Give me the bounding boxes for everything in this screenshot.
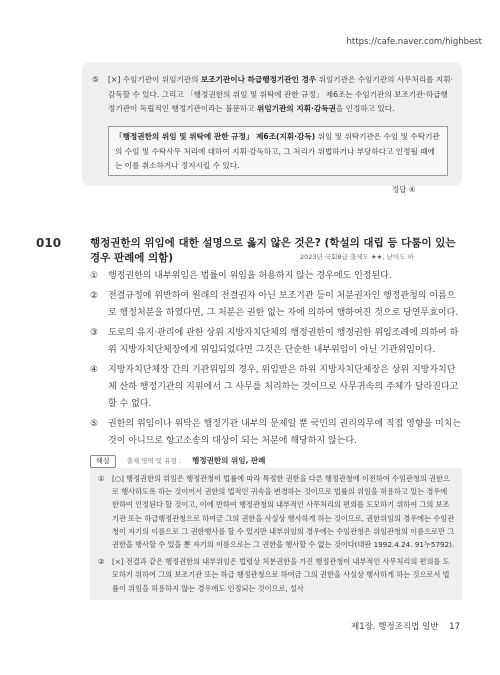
explanation-text: 위임기관은 수임기관의 사무처리를 지휘·감독할 수 있다. 그리고 「행정권한의 위임 및 위탁에 관한 규정」 제6조는 수임기관의 보조기관·하급행정기관이 독립적인 행정기관이라는 불문하고 <box>108 75 453 113</box>
solution-item <box>98 555 456 595</box>
option-text: 지방자치단체장 간의 기관위임의 경우, 위임받은 하위 지방자치단체장은 상위 지방자치단체 산하 행정기관의 지위에서 그 사무를 처리하는 것이므로 사무귀속의 주체가 달라진다고 할 수 없다. <box>108 365 459 409</box>
option-list <box>90 268 462 453</box>
option-number: ③ <box>90 328 99 338</box>
law-title: 「행정권한의 위임 및 위탁에 관한 규정」 제6조(지휘·감독) <box>115 132 316 141</box>
page-number: 17 <box>449 622 460 632</box>
previous-explanation-box <box>82 62 462 186</box>
option-item[interactable] <box>90 362 462 413</box>
explanation-text: [×] 수임기관이 위임기관의 <box>108 75 201 84</box>
footer-chapter: 제1장. 행정조직법 일반 <box>351 622 439 632</box>
option-item[interactable] <box>90 416 462 450</box>
option-number: ① <box>90 271 99 281</box>
option-number: ⑤ <box>90 419 99 429</box>
question-number: 010 <box>36 236 62 250</box>
explanation-text: 을 인정하고 있다. <box>335 104 395 113</box>
solution-text: [×] 전결과 같은 행정권한의 내부위임은 법령상 처분권한을 가진 행정관청이 내부적인 사무처리의 편의를 도모하기 위하여 그의 보조기관 또는 하급 행정관청으로 하여금 그의 권한을 사실상 행사하게 하는 것으로서 법률이 위임을 허용하지 않는 경우에도 인정되는 것이므로, 설사 <box>112 557 450 593</box>
solution-tag: 해설 <box>90 455 116 468</box>
solution-number: ② <box>98 557 105 567</box>
option-text: 행정권한의 내부위임은 법률이 위임을 허용하지 않는 경우에도 인정된다. <box>108 271 392 281</box>
header-url: https://cafe.naver.com/highbest <box>346 37 482 47</box>
solution-header <box>90 448 462 464</box>
answer-value: ④ <box>408 185 416 194</box>
explanation-bold: 위임기관의 지휘·감독권 <box>257 104 336 113</box>
answer-label: 정답 <box>392 185 407 194</box>
answer-line <box>392 184 416 195</box>
page-footer <box>351 620 460 632</box>
option-number: ② <box>90 291 99 301</box>
option-item[interactable] <box>90 325 462 359</box>
option-text: 도로의 유지·관리에 관한 상위 지방자치단체의 행정권한이 행정권한 위임조례에 의하여 하위 지방자치단체장에게 위임되었다면 그것은 단순한 내부위임이 아닌 기관위임이다. <box>108 328 459 355</box>
option-item[interactable] <box>90 288 462 322</box>
solution-box <box>90 468 462 600</box>
question-exam: 2023년 국회8급 <box>300 253 348 261</box>
explanation-item-5 <box>94 73 454 117</box>
explanation-number: ⑤ <box>92 75 99 84</box>
option-text: 권한의 위임이나 위탁은 행정기관 내부의 문제일 뿐 국민의 권리의무에 직접 영향을 미치는 것이 아니므로 항고소송의 대상이 되는 처분에 해당하지 않는다. <box>108 419 462 446</box>
solution-number: ① <box>98 474 105 483</box>
option-text: 전결규정에 위반하여 원래의 전결권자 아닌 보조기관 등이 처분권자인 행정관청의 이름으로 행정처분을 하였다면, 그 처분은 권한 없는 자에 의하여 행하여진 것으로 당연무효이다. <box>108 291 459 318</box>
question-level: 출제도 ★★, 난이도 하 <box>349 253 414 261</box>
question-meta <box>300 252 414 261</box>
option-number: ④ <box>90 365 99 375</box>
explanation-bold: 보조기관이나 하급행정기관인 경우 <box>200 75 317 84</box>
law-quote-box <box>108 126 448 176</box>
solution-area-label: 출제 영역 및 유형 : <box>126 457 182 465</box>
solution-item <box>98 472 456 551</box>
solution-text: [○] 행정권한의 위임은 행정관청이 법률에 따라 특정한 권한을 다른 행정관청에 이전하여 수임관청의 권한으로 행사하도록 하는 것이어서 권한의 법적인 귀속을 변경하는 것이므로 법률의 위임을 허용하고 있는 경우에 한하여 인정된다 할 것이고, 이에 반하여 행정관청의 내부적인 사무처리의 편의를 도모하기 위하여 그의 보조기관 또는 하급행정관청으로 하여금 그의 권한을 사실상 행사하게 하는 것이므로, 권한위임의 경우에는 수임관청이 자기의 이름으로 그 권한행사를 할 수 있지만 내부위임의 경우에는 수임관청은 위임관청의 이름으로만 그 권한을 행사할 수 있을 뿐 자기의 이름으로는 그 권한을 행사할 수 없는 것이다(대판 1992.4.24. 91누5792). <box>112 474 455 550</box>
option-item[interactable] <box>90 268 462 285</box>
question-text: 행정권한의 위임에 대한 설명으로 옳지 않은 것은? (학설의 대립 등 다툼이 있는 경우 판례에 의함) <box>90 237 456 264</box>
law-text: 위임 및 위탁기관은 수임 및 수탁기관의 수임 및 수탁사무 처리에 대하여 지휘·감독하고, 그 처리가 위법하거나 부당하다고 인정될 때에는 이를 취소하거나 정지시킬 수 있다. <box>115 132 440 170</box>
solution-title: 행정권한의 위임, 판례 <box>192 456 266 465</box>
